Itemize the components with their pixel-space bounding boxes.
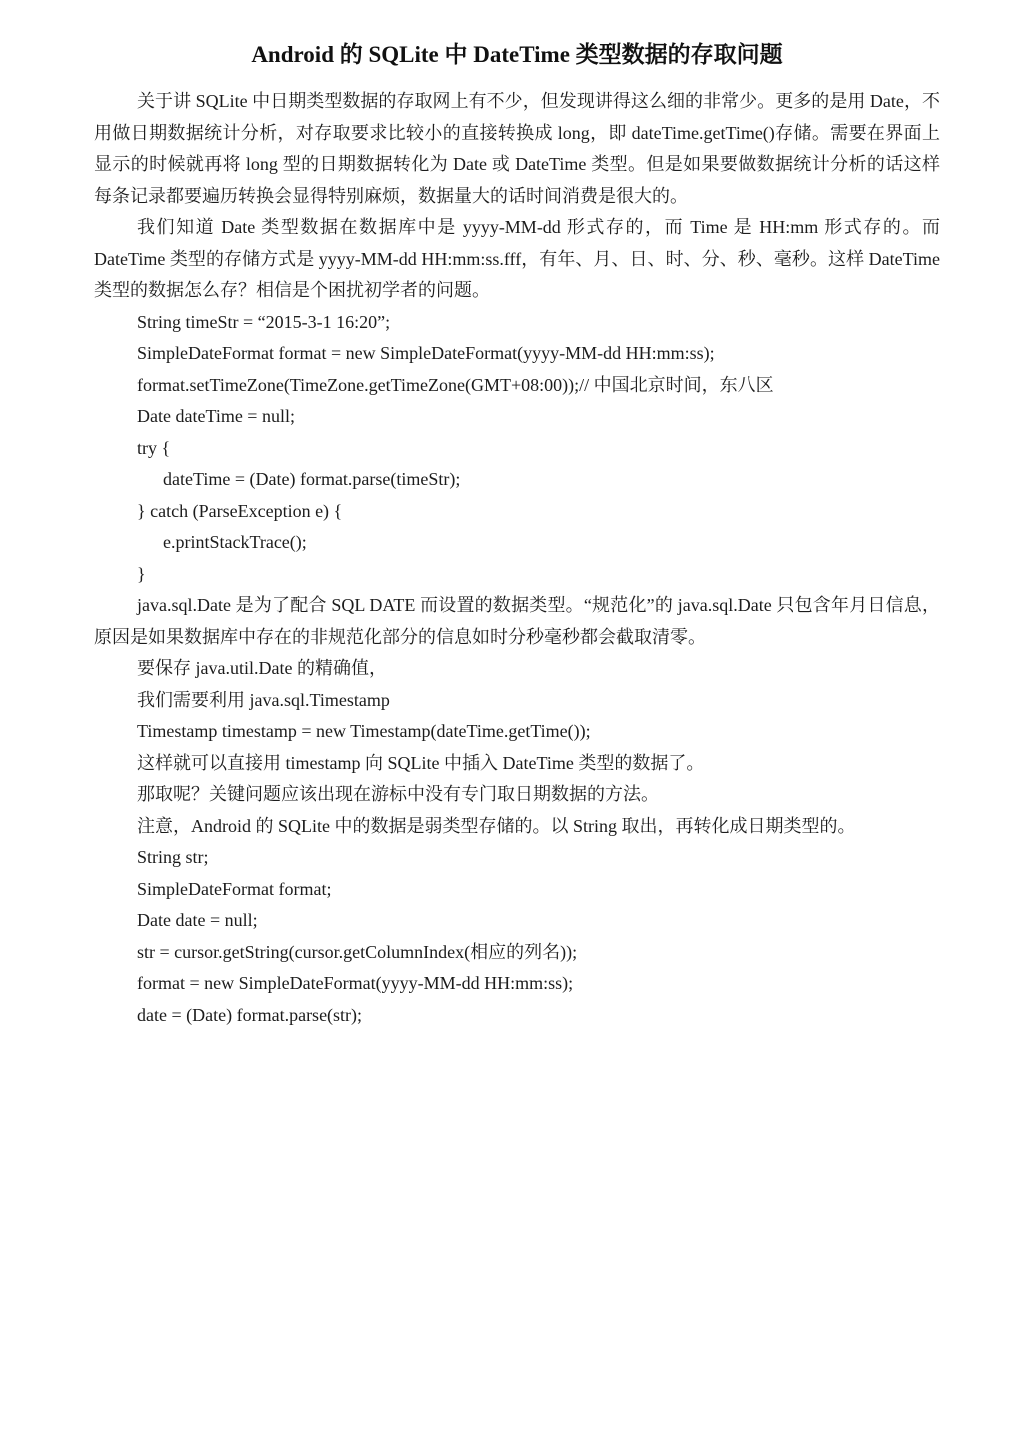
paragraph: java.sql.Date 是为了配合 SQL DATE 而设置的数据类型。“规范化”的 java.sql.Date 只包含年月日信息，原因是如果数据库中存在的非规范化部分的信息如时分秒毫秒都会截取清零。	[94, 595, 940, 647]
code-line: Date date = null;	[137, 910, 258, 930]
code-line: try {	[137, 437, 171, 458]
code-line: dateTime = (Date) format.parse(timeStr);	[163, 469, 461, 489]
paragraph: 我们知道 Date 类型数据在数据库中是 yyyy-MM-dd 形式存的，而 Time 是 HH:mm 形式存的。而 DateTime 类型的存储方式是 yyyy-MM-dd HH:mm:ss.fff，有年、月、日、时、分、秒、毫秒。这样 DateTime 类型的数据怎么存？相信是个困扰初学者的问题。	[94, 217, 941, 300]
code-line: format.setTimeZone(TimeZone.getTimeZone(GMT+08:00));// 中国北京时间，东八区	[137, 374, 774, 395]
paragraph: 这样就可以直接用 timestamp 向 SQLite 中插入 DateTime 类型的数据了。	[137, 752, 705, 773]
paragraph: 我们需要利用 java.sql.Timestamp	[137, 689, 390, 710]
page-title: Android 的 SQLite 中 DateTime 类型数据的存取问题	[251, 42, 783, 67]
code-line: date = (Date) format.parse(str);	[137, 1004, 363, 1025]
code-line: SimpleDateFormat format;	[137, 878, 332, 899]
code-line: e.printStackTrace();	[163, 532, 307, 552]
paragraph: 那取呢？关键问题应该出现在游标中没有专门取日期数据的方法。	[137, 784, 659, 804]
paragraph: 要保存 java.util.Date 的精确值，	[137, 658, 387, 678]
code-line: str = cursor.getString(cursor.getColumnIndex(相应的列名));	[137, 941, 578, 962]
code-line: format = new SimpleDateFormat(yyyy-MM-dd HH:mm:ss);	[137, 973, 574, 993]
code-line: Timestamp timestamp = new Timestamp(dateTime.getTime());	[137, 721, 591, 741]
code-line: }	[137, 563, 146, 584]
paragraph: 注意，Android 的 SQLite 中的数据是弱类型存储的。以 String 取出，再转化成日期类型的。	[137, 815, 856, 836]
code-line: SimpleDateFormat format = new SimpleDateFormat(yyyy-MM-dd HH:mm:ss);	[137, 343, 715, 363]
code-line: String timeStr = “2015-3-1 16:20”;	[137, 311, 391, 332]
paragraph: 关于讲 SQLite 中日期类型数据的存取网上有不少，但发现讲得这么细的非常少。更多的是用 Date，不用做日期数据统计分析，对存取要求比较小的直接转换成 long，即 dateTime.getTime()存储。需要在界面上显示的时候就再将 long 型的日期数据转化为 Date 或 DateTime 类型。但是如果要做数据统计分析的话这样每条记录都要遍历转换会显得特别麻烦，数据量大的话时间消费是很大的。	[94, 91, 940, 206]
code-line: Date dateTime = null;	[137, 406, 295, 426]
code-line: } catch (ParseException e) {	[137, 500, 343, 521]
document-blocks	[94, 86, 940, 1031]
code-line: String str;	[137, 847, 209, 867]
